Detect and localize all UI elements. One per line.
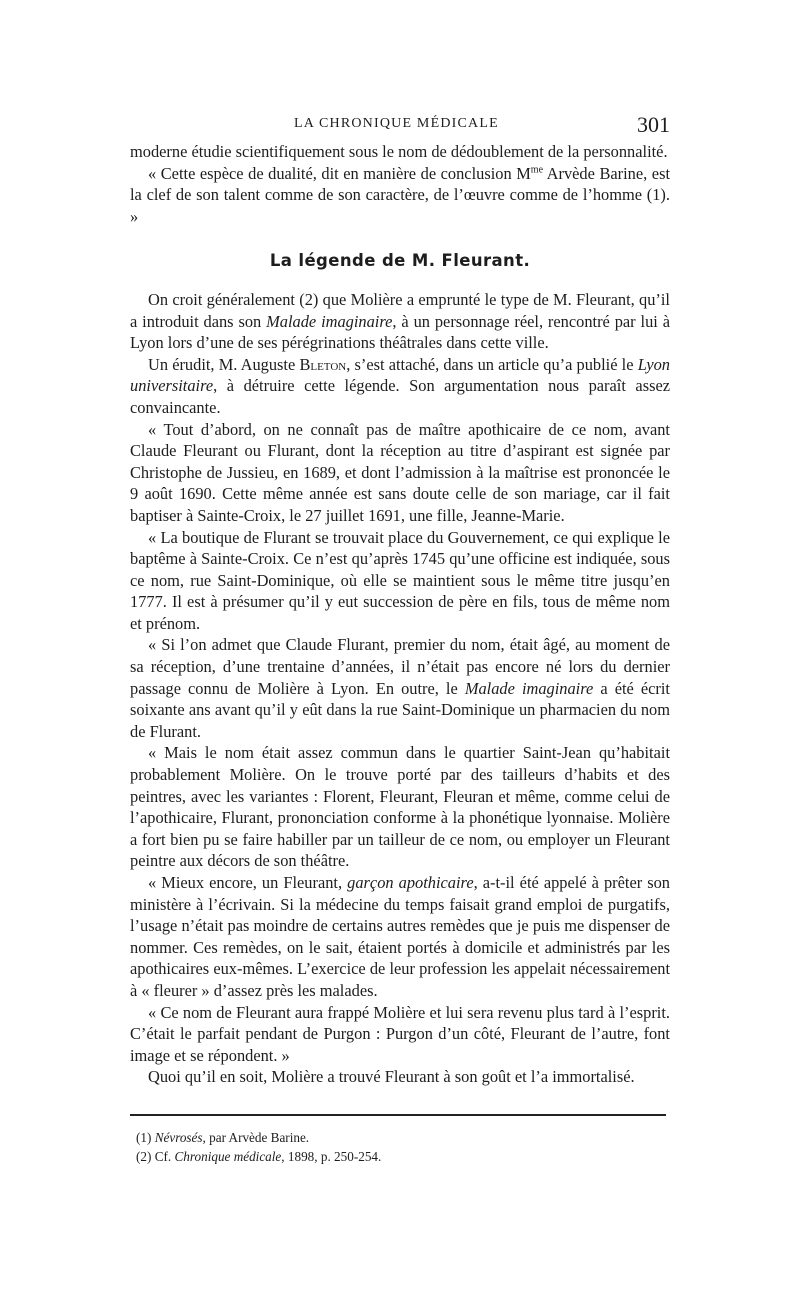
italic-title: Lyon universitaire <box>130 354 670 396</box>
body-text <box>130 141 670 1088</box>
paragraph-text: « Mais le nom était assez commun dans le quartier Saint-Jean qu’habitait probablement Molière. On le trouve porté par des tailleurs d’habits et des peintres, avec les variantes : Florent, Fleurant, Fleuran et même, comme celui de l’apothicaire, Flurant, prononciation conforme à la phonétique lyonnaise. Molière a fort bien pu se faire habiller par un tailleur de ce nom, ou employer un Fleurant peintre aux décors de son théâtre. <box>130 743 670 871</box>
footnote-text: Cf. <box>154 1149 172 1164</box>
paragraph-text: Un érudit, M. Auguste <box>148 354 296 374</box>
footnote-title: Chronique médicale <box>174 1149 282 1164</box>
footnote-text: , 1898, p. 250-254. <box>281 1149 382 1164</box>
italic-phrase: garçon apothicaire <box>347 873 474 892</box>
paragraph <box>130 742 670 872</box>
running-title: LA CHRONIQUE MÉDICALE <box>294 116 499 131</box>
paragraph-text: « La boutique de Flurant se trouvait place du Gouvernement, ce qui explique le baptême à Sainte-Croix. Ce n’est qu’après 1745 qu’une officine est indiquée, sous ce nom, rue Saint-Dominique, où elle se maintient sous le même titre jusqu’en 1777. Il est à présumer qu’il y eut succession de père en fils, tous de même nom et prénom. <box>130 527 670 633</box>
paragraph <box>130 872 670 1002</box>
paragraph <box>130 634 670 742</box>
paragraph <box>130 527 670 635</box>
author-name: Bleton <box>299 354 347 374</box>
paragraph-text: Arvède Barine, est la clef de son talent comme de son caractère, de l’œuvre comme de l’homme (1). » <box>130 163 671 226</box>
paragraph-text: , à détruire cette légende. Son argumentation nous paraît assez convaincante. <box>130 376 670 417</box>
paragraph <box>130 141 670 163</box>
paragraph-text: , s’est attaché, dans un article qu’a publié le <box>346 354 634 374</box>
paragraph <box>130 1066 670 1088</box>
paragraph-text: « Si l’on admet que Claude Flurant, premier du nom, était âgé, au moment de sa réception, d’une trentaine d’années, il n’était pas encore né lors du dernier passage connu de Molière à Lyon. En outre, le <box>130 635 670 698</box>
running-header <box>130 112 670 138</box>
italic-title: Malade imaginaire <box>266 311 393 331</box>
footnote-text: , par Arvède Barine. <box>202 1130 310 1145</box>
paragraph <box>130 419 670 527</box>
paragraph-text: « Mieux encore, un Fleurant, <box>148 873 343 892</box>
paragraph <box>130 289 670 354</box>
footnotes <box>136 1128 666 1166</box>
footnote-title: Névrosés <box>154 1130 203 1145</box>
paragraph-text: a été écrit soixante ans avant qu’il y eût dans la rue Saint-Dominique un pharmacien du nom de Flurant. <box>130 678 670 741</box>
superscript: me <box>530 164 544 176</box>
footnote-number: (1) <box>136 1130 152 1145</box>
paragraph-text: moderne étudie scientifiquement sous le nom de dédoublement de la personnalité. <box>130 142 668 161</box>
paragraph <box>130 1002 670 1067</box>
paragraph-text: « Tout d’abord, on ne connaît pas de maître apothicaire de ce nom, avant Claude Fleurant ou Flurant, dont la réception au titre d’aspirant est signée par Christophe de Jussieu, en 1689, et dont l’admission à la maîtrise est prononcée le 9 août 1690. Cette même année est sans doute celle de son mariage, car il fait baptiser à Sainte-Croix, le 27 juillet 1691, une fille, Jeanne-Marie. <box>130 419 670 525</box>
footnote-2 <box>136 1147 666 1166</box>
footnote-divider <box>130 1114 666 1116</box>
footnote-number: (2) <box>136 1149 152 1164</box>
footnote-1 <box>136 1128 666 1147</box>
paragraph-text: On croit généralement (2) que Molière a emprunté le type de M. Fleurant, qu’il a introduit dans son <box>130 289 670 331</box>
paragraph-text: , à un personnage réel, rencontré par lui à Lyon lors d’une de ses pérégrinations théâtrales dans cette ville. <box>130 311 670 353</box>
paragraph-text: Quoi qu’il en soit, Molière a trouvé Fleurant à son goût et l’a immortalisé. <box>148 1067 635 1087</box>
paragraph <box>130 163 670 228</box>
paragraph <box>130 354 670 419</box>
section-title: La légende de M. Fleurant. <box>269 251 531 271</box>
italic-title: Malade imaginaire <box>464 678 594 698</box>
paragraph-text: , a-t-il été appelé à prêter son ministère à l’écrivain. Si la médecine du temps faisait grand emploi de purgatifs, l’usage n’était pas moindre de certains autres remèdes que je puis me dispenser de nommer. Ces remèdes, on le sait, étaient portés à domicile et administrés par les apothicaires eux-mêmes. L’exercice de leur profession les appelait nécessairement à « fleurer » d’assez près les malades. <box>130 873 671 1000</box>
paragraph-text: « Ce nom de Fleurant aura frappé Molière et lui sera revenu plus tard à l’esprit. C’était le parfait pendant de Purgon : Purgon d’un côté, Fleurant de l’autre, font image et se répondent. » <box>130 1002 670 1065</box>
page-number: 301 <box>637 112 670 137</box>
paragraph-text: « Cette espèce de dualité, dit en manière de conclusion M <box>148 163 531 183</box>
